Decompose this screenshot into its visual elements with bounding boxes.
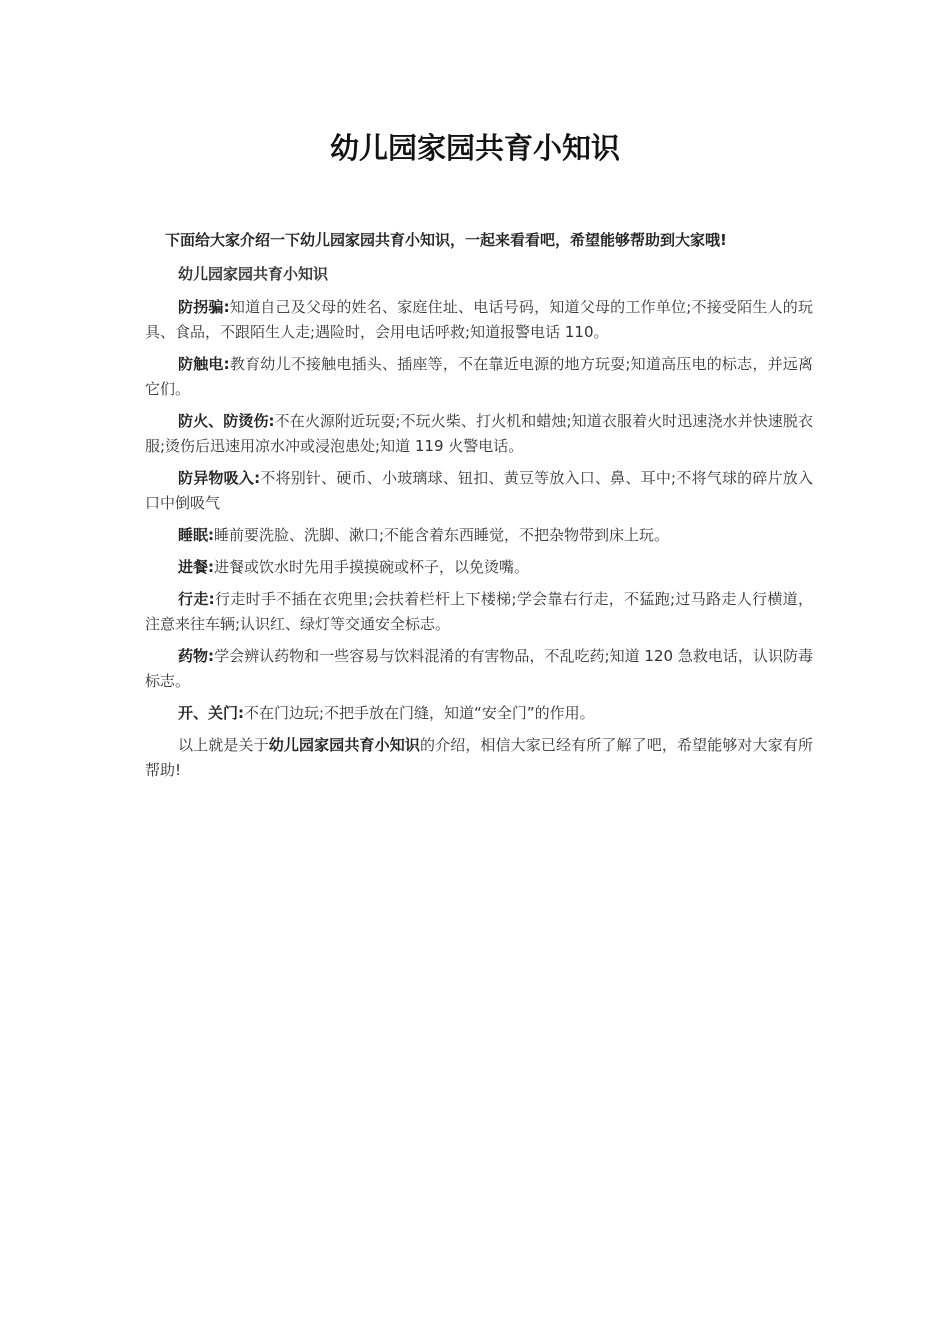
tip-label: 药物: bbox=[178, 647, 215, 665]
tip-walking bbox=[145, 587, 813, 637]
tip-text: 不在门边玩;不把手放在门缝，知道“安全门”的作用。 bbox=[244, 704, 595, 722]
tip-doors bbox=[145, 701, 813, 726]
tip-label: 防火、防烫伤: bbox=[178, 412, 275, 430]
closing-suffix: 的介绍，相信大家已经有所了解了吧，希望能够对大家有所帮助! bbox=[145, 736, 813, 779]
tip-text: 进餐或饮水时先用手摸摸碗或杯子，以免烫嘴。 bbox=[214, 558, 530, 576]
tip-label: 睡眠: bbox=[178, 526, 214, 544]
tip-sleep bbox=[145, 523, 813, 548]
tip-electric-shock bbox=[145, 352, 813, 402]
page-title: 幼儿园家园共育小知识 bbox=[329, 131, 620, 165]
section-subheading: 幼儿园家园共育小知识 bbox=[178, 265, 329, 283]
tip-label: 开、关门: bbox=[178, 704, 244, 722]
tip-foreign-objects bbox=[145, 466, 813, 516]
tip-fire-burns bbox=[145, 409, 813, 459]
tip-label: 防拐骗: bbox=[178, 298, 230, 316]
tip-text: 学会辨认药物和一些容易与饮料混淆的有害物品，不乱吃药;知道 120 急救电话，认识防毒标志。 bbox=[145, 647, 814, 690]
closing-prefix: 以上就是关于 bbox=[178, 736, 269, 754]
tip-label: 防触电: bbox=[178, 355, 230, 373]
tip-label: 防异物吸入: bbox=[178, 469, 261, 487]
tip-meals bbox=[145, 555, 813, 580]
tip-medicine bbox=[145, 644, 813, 694]
document-body bbox=[145, 228, 813, 790]
intro-paragraph: 下面给大家介绍一下幼儿园家园共育小知识，一起来看看吧，希望能够帮助到大家哦! bbox=[165, 231, 727, 249]
tip-label: 行走: bbox=[178, 590, 215, 608]
tip-text: 睡前要洗脸、洗脚、漱口;不能含着东西睡觉，不把杂物带到床上玩。 bbox=[214, 526, 670, 544]
tip-label: 进餐: bbox=[178, 558, 214, 576]
closing-emphasis: 幼儿园家园共育小知识 bbox=[268, 736, 420, 754]
closing-paragraph bbox=[145, 733, 813, 783]
tip-text: 不在火源附近玩耍;不玩火柴、打火机和蜡烛;知道衣服着火时迅速浇水并快速脱衣服;烫伤后迅速用凉水冲或浸泡患处;知道 119 火警电话。 bbox=[145, 412, 813, 455]
tip-anti-abduction bbox=[145, 295, 813, 345]
tip-text: 不将别针、硬币、小玻璃球、钮扣、黄豆等放入口、鼻、耳中;不将气球的碎片放入口中倒吸气 bbox=[145, 469, 814, 512]
tip-text: 知道自己及父母的姓名、家庭住址、电话号码，知道父母的工作单位;不接受陌生人的玩具、食品，不跟陌生人走;遇险时，会用电话呼救;知道报警电话 110。 bbox=[145, 298, 813, 341]
tip-text: 教育幼儿不接触电插头、插座等，不在靠近电源的地方玩耍;知道高压电的标志，并远离它们。 bbox=[145, 355, 813, 398]
tip-text: 行走时手不插在衣兜里;会扶着栏杆上下楼梯;学会靠右行走，不猛跑;过马路走人行横道，注意来往车辆;认识红、绿灯等交通安全标志。 bbox=[145, 590, 814, 633]
